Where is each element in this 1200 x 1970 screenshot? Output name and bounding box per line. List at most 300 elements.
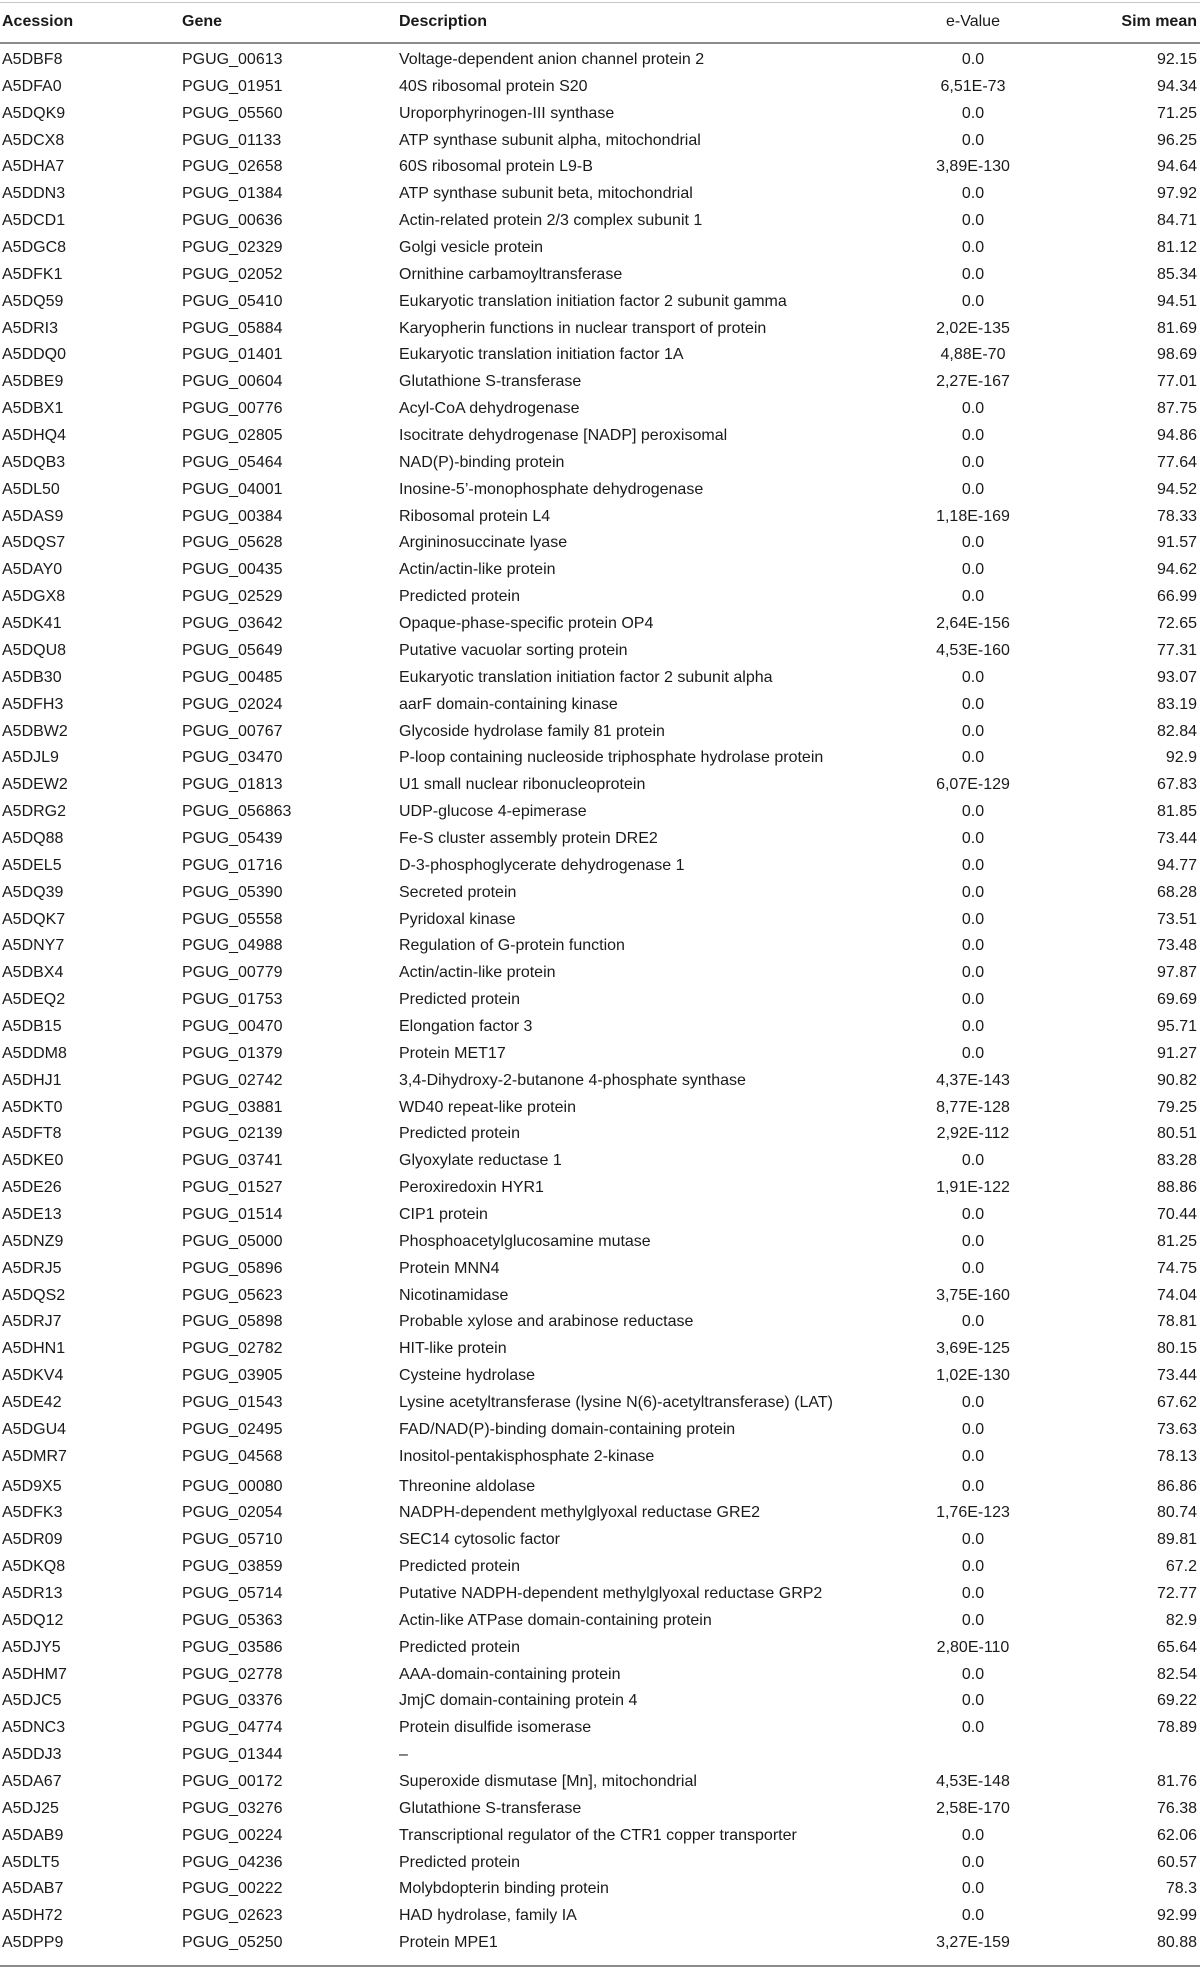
cell-gene: PGUG_02052 <box>182 265 283 283</box>
cell-sim-mean: 87.75 <box>1156 400 1197 418</box>
cell-accession: A5DA67 <box>2 1773 62 1791</box>
cell-sim-mean: 94.52 <box>1156 480 1197 498</box>
cell-accession: A5DEL5 <box>2 856 62 874</box>
cell-sim-mean: 91.27 <box>1156 1044 1197 1062</box>
table-row: A5DAY0 PGUG_00435 Actin/actin-like protein 0.0 94.62 <box>0 557 1200 584</box>
cell-gene: PGUG_05714 <box>182 1585 283 1603</box>
table-row: A5DA67 PGUG_00172 Superoxide dismutase [Mn], mitochondrial 4,53E-148 81.76 <box>0 1769 1200 1796</box>
cell-gene: PGUG_04236 <box>182 1853 283 1871</box>
cell-accession: A5DQU8 <box>2 641 67 659</box>
cell-sim-mean: 76.38 <box>1156 1799 1197 1817</box>
table-row: A5DQS7 PGUG_05628 Argininosuccinate lyase 0.0 91.57 <box>0 530 1200 557</box>
cell-description: Eukaryotic translation initiation factor 2 subunit alpha <box>399 668 773 686</box>
cell-accession: A5DHA7 <box>2 158 65 176</box>
table-row <box>0 1742 1200 1769</box>
cell-gene: PGUG_00604 <box>182 373 283 391</box>
cell-accession: A5DCX8 <box>2 131 65 149</box>
table-row: A5DRI3 PGUG_05884 Karyopherin functions in nuclear transport of protein 2,02E-135 81.69 <box>0 316 1200 343</box>
cell-accession: A5DMR7 <box>2 1447 67 1465</box>
cell-description: Isocitrate dehydrogenase [NADP] peroxisomal <box>399 427 728 445</box>
cell-sim-mean: 66.99 <box>1156 588 1197 606</box>
table-row: A5DBF8 PGUG_00613 Voltage-dependent anion channel protein 2 0.0 92.15 <box>0 47 1200 74</box>
cell-description: Actin-like ATPase domain-containing protein <box>399 1611 712 1629</box>
cell-accession: A5DGU4 <box>2 1420 67 1438</box>
cell-gene: PGUG_02742 <box>182 1071 283 1089</box>
table-row: A5DJC5 PGUG_03376 JmjC domain-containing protein 4 0.0 69.22 <box>0 1688 1200 1715</box>
cell-accession: A5DKQ8 <box>2 1558 66 1576</box>
table-row: A5DJL9 PGUG_03470 P-loop containing nucleoside triphosphate hydrolase protein 0.0 92.9 <box>0 745 1200 772</box>
cell-description: Superoxide dismutase [Mn], mitochondrial <box>399 1773 697 1791</box>
table-header-row: Acession Gene Description e-Value Sim mean <box>0 8 1200 36</box>
cell-gene: PGUG_02658 <box>182 158 283 176</box>
cell-description: Predicted protein <box>399 1558 520 1576</box>
cell-description: 60S ribosomal protein L9-B <box>399 158 593 176</box>
cell-gene: PGUG_03881 <box>182 1098 283 1116</box>
table-row: A5DQS2 PGUG_05623 Nicotinamidase 3,75E-160 74.04 <box>0 1283 1200 1310</box>
cell-gene: PGUG_01384 <box>182 185 283 203</box>
cell-sim-mean: 73.44 <box>1156 1367 1197 1385</box>
cell-sim-mean: 68.28 <box>1156 883 1197 901</box>
cell-description: Predicted protein <box>399 1853 520 1871</box>
cell-description: Regulation of G-protein function <box>399 937 625 955</box>
cell-description: D-3-phosphoglycerate dehydrogenase 1 <box>399 856 685 874</box>
cell-description: Predicted protein <box>399 588 520 606</box>
cell-gene: PGUG_03741 <box>182 1152 283 1170</box>
cell-accession: A5DGX8 <box>2 588 66 606</box>
table-row: A5DDM8 PGUG_01379 Protein MET17 0.0 91.27 <box>0 1041 1200 1068</box>
cell-gene: PGUG_05560 <box>182 104 283 122</box>
cell-sim-mean: 73.51 <box>1156 910 1197 928</box>
table-row: A5DE26 PGUG_01527 Peroxiredoxin HYR1 1,91E-122 88.86 <box>0 1175 1200 1202</box>
table-row: A5DNC3 PGUG_04774 Protein disulfide isomerase 0.0 78.89 <box>0 1715 1200 1742</box>
table-row: A5DB15 PGUG_00470 Elongation factor 3 0.0 95.71 <box>0 1014 1200 1041</box>
cell-accession: A5DQ88 <box>2 829 64 847</box>
cell-gene: PGUG_02139 <box>182 1125 283 1143</box>
table-row: A5DFH3 PGUG_02024 aarF domain-containing kinase 0.0 83.19 <box>0 692 1200 719</box>
cell-gene: PGUG_01344 <box>182 1746 283 1764</box>
cell-accession: A5DRG2 <box>2 803 67 821</box>
cell-sim-mean: 86.86 <box>1156 1477 1197 1495</box>
cell-sim-mean: 97.87 <box>1156 964 1197 982</box>
table-row: A5DBW2 PGUG_00767 Glycoside hydrolase family 81 protein 0.0 82.84 <box>0 719 1200 746</box>
cell-gene: PGUG_00613 <box>182 51 283 68</box>
cell-gene: PGUG_04774 <box>182 1719 283 1737</box>
cell-accession: A5DB15 <box>2 1017 62 1035</box>
cell-sim-mean: 96.25 <box>1156 131 1197 149</box>
cell-description: SEC14 cytosolic factor <box>399 1531 560 1549</box>
cell-gene: PGUG_01716 <box>182 856 283 874</box>
cell-accession: A5DRI3 <box>2 319 59 337</box>
cell-sim-mean: 78.13 <box>1156 1447 1197 1465</box>
cell-gene: PGUG_01514 <box>182 1205 283 1223</box>
cell-sim-mean: 62.06 <box>1156 1826 1197 1844</box>
cell-description: Glycoside hydrolase family 81 protein <box>399 722 665 740</box>
cell-accession: A5DQK9 <box>2 104 66 122</box>
cell-sim-mean: 80.88 <box>1156 1934 1197 1952</box>
cell-description: Ribosomal protein L4 <box>399 507 551 525</box>
cell-description: Eukaryotic translation initiation factor 1A <box>399 346 684 364</box>
cell-sim-mean: 81.76 <box>1156 1773 1197 1791</box>
cell-accession: A5DB30 <box>2 668 62 686</box>
cell-accession: A5DE13 <box>2 1205 62 1223</box>
cell-gene: PGUG_01543 <box>182 1394 283 1411</box>
table-row: A5DEW2 PGUG_01813 U1 small nuclear ribonucleoprotein 6,07E-129 67.83 <box>0 772 1200 799</box>
cell-gene: PGUG_05884 <box>182 319 283 337</box>
cell-sim-mean: 72.65 <box>1156 615 1197 633</box>
cell-sim-mean: 65.64 <box>1156 1638 1197 1656</box>
cell-accession: A5DQ12 <box>2 1611 64 1629</box>
cell-accession: A5DHN1 <box>2 1340 66 1358</box>
table-row: A5DDN3 PGUG_01384 ATP synthase subunit beta, mitochondrial 0.0 97.92 <box>0 181 1200 208</box>
cell-description: Putative vacuolar sorting protein <box>399 641 628 659</box>
header-description: Description <box>399 13 488 30</box>
cell-description: Pyridoxal kinase <box>399 910 516 928</box>
cell-description: Glutathione S-transferase <box>399 1799 582 1817</box>
cell-sim-mean: 94.86 <box>1156 427 1197 445</box>
table-row: A5DAS9 PGUG_00384 Ribosomal protein L4 1,18E-169 78.33 <box>0 504 1200 531</box>
cell-accession: A5DQ59 <box>2 292 64 310</box>
table-row: A5DBE9 PGUG_00604 Glutathione S-transferase 2,27E-167 77.01 <box>0 369 1200 396</box>
cell-description: UDP-glucose 4-epimerase <box>399 803 587 821</box>
cell-sim-mean: 73.44 <box>1156 829 1197 847</box>
cell-gene: PGUG_00485 <box>182 668 283 686</box>
table-row: A5DHN1 PGUG_02782 HIT-like protein 3,69E-125 80.15 <box>0 1336 1200 1363</box>
cell-accession: A5DPP9 <box>2 1934 64 1952</box>
cell-sim-mean: 67.2 <box>1165 1558 1197 1576</box>
cell-description: Karyopherin functions in nuclear transport of protein <box>399 319 767 337</box>
cell-accession: A5DKE0 <box>2 1152 64 1170</box>
cell-sim-mean: 78.33 <box>1156 507 1197 525</box>
cell-accession: A5DKV4 <box>2 1367 64 1385</box>
cell-accession: A5DBX4 <box>2 964 64 982</box>
cell-description: Nicotinamidase <box>399 1286 509 1304</box>
cell-gene: PGUG_00776 <box>182 400 283 418</box>
table-row: A5DL50 PGUG_04001 Inosine-5’-monophosphate dehydrogenase 0.0 94.52 <box>0 477 1200 504</box>
table-row: A5DRJ7 PGUG_05898 Probable xylose and arabinose reductase 0.0 78.81 <box>0 1309 1200 1336</box>
cell-sim-mean: 94.51 <box>1156 292 1197 310</box>
cell-sim-mean: 81.12 <box>1156 239 1197 257</box>
cell-description: Predicted protein <box>399 991 520 1009</box>
table-row: A5DKQ8 PGUG_03859 Predicted protein 0.0 67.2 <box>0 1554 1200 1581</box>
cell-sim-mean: 85.34 <box>1156 265 1197 283</box>
cell-accession: A5DAB9 <box>2 1826 64 1844</box>
cell-sim-mean: 67.62 <box>1156 1394 1197 1411</box>
header-rule <box>0 42 1200 44</box>
table-row: A5DGX8 PGUG_02529 Predicted protein 0.0 66.99 <box>0 584 1200 611</box>
cell-sim-mean: 83.28 <box>1156 1152 1197 1170</box>
cell-accession: A5DFA0 <box>2 77 62 95</box>
cell-description: Molybdopterin binding protein <box>399 1880 609 1898</box>
cell-description: JmjC domain-containing protein 4 <box>399 1692 638 1710</box>
cell-sim-mean: 94.64 <box>1156 158 1197 176</box>
cell-sim-mean: 84.71 <box>1156 212 1197 230</box>
table-row: A5DK41 PGUG_03642 Opaque-phase-specific protein OP4 2,64E-156 72.65 <box>0 611 1200 638</box>
cell-accession: A5DBW2 <box>2 722 68 740</box>
cell-accession: A5DNC3 <box>2 1719 66 1737</box>
cell-sim-mean: 73.63 <box>1156 1420 1197 1438</box>
table-row: A5DQK9 PGUG_05560 Uroporphyrinogen-III synthase 0.0 71.25 <box>0 101 1200 128</box>
cell-gene: PGUG_02329 <box>182 239 283 257</box>
cell-description: – <box>399 1746 408 1764</box>
table-row: A5DR13 PGUG_05714 Putative NADPH-dependent methylglyoxal reductase GRP2 0.0 72.77 <box>0 1581 1200 1608</box>
table-row: A5DNY7 PGUG_04988 Regulation of G-protein function 0.0 73.48 <box>0 933 1200 960</box>
cell-gene: PGUG_056863 <box>182 803 292 821</box>
cell-sim-mean: 78.3 <box>1165 1880 1197 1898</box>
cell-gene: PGUG_00224 <box>182 1826 283 1844</box>
cell-accession: A5DFT8 <box>2 1125 62 1143</box>
cell-accession: A5DQ39 <box>2 883 64 901</box>
table-row: A5DQK7 PGUG_05558 Pyridoxal kinase 0.0 73.51 <box>0 907 1200 934</box>
cell-description: 40S ribosomal protein S20 <box>399 77 588 95</box>
cell-gene: PGUG_03586 <box>182 1638 283 1656</box>
cell-gene: PGUG_00435 <box>182 561 283 579</box>
cell-description: Opaque-phase-specific protein OP4 <box>399 615 654 633</box>
cell-description: Elongation factor 3 <box>399 1017 533 1035</box>
table-row: A5DCX8 PGUG_01133 ATP synthase subunit alpha, mitochondrial 0.0 96.25 <box>0 128 1200 155</box>
cell-gene: PGUG_04568 <box>182 1447 283 1465</box>
table-row: A5DHM7 PGUG_02778 AAA-domain-containing protein 0.0 82.54 <box>0 1662 1200 1689</box>
cell-accession: A5DJ25 <box>2 1799 59 1817</box>
cell-accession: A5DQK7 <box>2 910 66 928</box>
cell-gene: PGUG_01133 <box>182 131 282 149</box>
cell-description: Actin/actin-like protein <box>399 964 556 982</box>
cell-gene: PGUG_02054 <box>182 1504 283 1522</box>
cell-accession: A5DFH3 <box>2 695 64 713</box>
cell-description: Transcriptional regulator of the CTR1 copper transporter <box>399 1826 797 1844</box>
cell-description: Peroxiredoxin HYR1 <box>399 1179 544 1197</box>
table-row: A5DRJ5 PGUG_05896 Protein MNN4 0.0 74.75 <box>0 1256 1200 1283</box>
cell-accession: A5DAB7 <box>2 1880 64 1898</box>
cell-gene: PGUG_05710 <box>182 1531 283 1549</box>
cell-accession: A5DDJ3 <box>2 1746 62 1764</box>
cell-sim-mean: 72.77 <box>1156 1585 1197 1603</box>
cell-sim-mean: 92.9 <box>1165 749 1197 767</box>
cell-description: NAD(P)-binding protein <box>399 453 565 471</box>
cell-accession: A5DDQ0 <box>2 346 67 364</box>
cell-accession: A5DH72 <box>2 1907 63 1925</box>
cell-gene: PGUG_05464 <box>182 453 283 471</box>
cell-sim-mean: 74.04 <box>1156 1286 1197 1304</box>
table-row: A5DGC8 PGUG_02329 Golgi vesicle protein 0.0 81.12 <box>0 235 1200 262</box>
cell-description: CIP1 protein <box>399 1205 488 1223</box>
cell-accession: A5DNZ9 <box>2 1232 64 1250</box>
cell-gene: PGUG_05410 <box>182 292 283 310</box>
cell-gene: PGUG_00222 <box>182 1880 283 1898</box>
cell-gene: PGUG_03642 <box>182 615 283 633</box>
cell-gene: PGUG_02782 <box>182 1340 283 1358</box>
cell-accession: A5DQB3 <box>2 453 66 471</box>
cell-sim-mean: 93.07 <box>1156 668 1197 686</box>
table-row: A5DJY5 PGUG_03586 Predicted protein 2,80E-110 65.64 <box>0 1635 1200 1662</box>
cell-description: Phosphoacetylglucosamine mutase <box>399 1232 651 1250</box>
cell-gene: PGUG_03470 <box>182 749 283 767</box>
cell-accession: A5DR09 <box>2 1531 63 1549</box>
cell-gene: PGUG_05000 <box>182 1232 283 1250</box>
cell-description: Protein MET17 <box>399 1044 506 1062</box>
cell-sim-mean: 73.48 <box>1156 937 1197 955</box>
table-row: A5DBX4 PGUG_00779 Actin/actin-like protein 0.0 97.87 <box>0 960 1200 987</box>
cell-sim-mean: 92.99 <box>1156 1907 1197 1925</box>
cell-accession: A5DBF8 <box>2 51 63 68</box>
cell-sim-mean: 89.81 <box>1156 1531 1197 1549</box>
cell-description: U1 small nuclear ribonucleoprotein <box>399 776 646 794</box>
table-row: A5DQ39 PGUG_05390 Secreted protein 0.0 68.28 <box>0 880 1200 907</box>
cell-gene: PGUG_00767 <box>182 722 283 740</box>
cell-accession: A5DJY5 <box>2 1638 61 1656</box>
cell-gene: PGUG_05649 <box>182 641 283 659</box>
cell-sim-mean: 81.85 <box>1156 803 1197 821</box>
cell-gene: PGUG_05363 <box>182 1611 283 1629</box>
table-row: A5DQ88 PGUG_05439 Fe-S cluster assembly protein DRE2 0.0 73.44 <box>0 826 1200 853</box>
cell-sim-mean: 74.75 <box>1156 1259 1197 1277</box>
table-row: A5DQB3 PGUG_05464 NAD(P)-binding protein 0.0 77.64 <box>0 450 1200 477</box>
table-row: A5DMR7 PGUG_04568 Inositol-pentakisphosphate 2-kinase 0.0 78.13 <box>0 1444 1200 1471</box>
cell-sim-mean: 77.64 <box>1156 453 1197 471</box>
cell-accession: A5DLT5 <box>2 1853 60 1871</box>
table-row: A5DQ59 PGUG_05410 Eukaryotic translation initiation factor 2 subunit gamma 0.0 94.51 <box>0 289 1200 316</box>
cell-description: Probable xylose and arabinose reductase <box>399 1313 694 1331</box>
cell-description: Secreted protein <box>399 883 517 901</box>
cell-accession: A5DGC8 <box>2 239 67 257</box>
table-row: A5DFT8 PGUG_02139 Predicted protein 2,92E-112 80.51 <box>0 1121 1200 1148</box>
cell-sim-mean: 77.01 <box>1156 373 1197 391</box>
cell-sim-mean: 80.74 <box>1156 1504 1197 1522</box>
table-row: A5DNZ9 PGUG_05000 Phosphoacetylglucosamine mutase 0.0 81.25 <box>0 1229 1200 1256</box>
cell-gene: PGUG_05896 <box>182 1259 283 1277</box>
cell-sim-mean: 83.19 <box>1156 695 1197 713</box>
cell-sim-mean: 70.44 <box>1156 1205 1197 1223</box>
table-row: A5DGU4 PGUG_02495 FAD/NAD(P)-binding domain-containing protein 0.0 73.63 <box>0 1417 1200 1444</box>
cell-description: Putative NADPH-dependent methylglyoxal reductase GRP2 <box>399 1585 823 1603</box>
cell-accession: A5DK41 <box>2 615 62 633</box>
table-row: A5DFA0 PGUG_01951 40S ribosomal protein S20 6,51E-73 94.34 <box>0 74 1200 101</box>
cell-description: WD40 repeat-like protein <box>399 1098 576 1116</box>
cell-description: Glutathione S-transferase <box>399 373 582 391</box>
cell-accession: A5DHJ1 <box>2 1071 62 1089</box>
cell-description: Ornithine carbamoyltransferase <box>399 265 623 283</box>
cell-description: NADPH-dependent methylglyoxal reductase GRE2 <box>399 1504 761 1522</box>
cell-accession: A5DEW2 <box>2 776 68 794</box>
table-row: A5DR09 PGUG_05710 SEC14 cytosolic factor 0.0 89.81 <box>0 1527 1200 1554</box>
cell-sim-mean: 88.86 <box>1156 1179 1197 1197</box>
cell-accession: A5DE42 <box>2 1394 62 1411</box>
table-row: A5DKT0 PGUG_03881 WD40 repeat-like protein 8,77E-128 79.25 <box>0 1095 1200 1122</box>
cell-accession: A5DJL9 <box>2 749 59 767</box>
table-row: A5DH72 PGUG_02623 HAD hydrolase, family IA 0.0 92.99 <box>0 1903 1200 1930</box>
cell-gene: PGUG_03376 <box>182 1692 283 1710</box>
cell-description: Lysine acetyltransferase (lysine N(6)-acetyltransferase) (LAT) <box>399 1394 833 1411</box>
cell-gene: PGUG_01379 <box>182 1044 283 1062</box>
table-row: A5DQU8 PGUG_05649 Putative vacuolar sorting protein 4,53E-160 77.31 <box>0 638 1200 665</box>
table-row: A5D9X5 PGUG_00080 Threonine aldolase 0.0 86.86 <box>0 1474 1200 1501</box>
cell-gene: PGUG_01813 <box>182 776 283 794</box>
cell-accession: A5DBE9 <box>2 373 64 391</box>
table-row: A5DE42 PGUG_01543 Lysine acetyltransferase (lysine N(6)-acetyltransferase) (LAT) 0.0 67.62 <box>0 1390 1200 1417</box>
cell-description: Fe-S cluster assembly protein DRE2 <box>399 829 658 847</box>
cell-description: P-loop containing nucleoside triphosphate hydrolase protein <box>399 749 824 767</box>
cell-accession: A5DHM7 <box>2 1665 67 1683</box>
cell-description: aarF domain-containing kinase <box>399 695 618 713</box>
cell-accession: A5DAY0 <box>2 561 63 579</box>
cell-description: Argininosuccinate lyase <box>399 534 568 552</box>
cell-accession: A5DJC5 <box>2 1692 62 1710</box>
cell-accession: A5DQS2 <box>2 1286 66 1304</box>
cell-sim-mean: 80.15 <box>1156 1340 1197 1358</box>
cell-gene: PGUG_00172 <box>182 1773 283 1791</box>
cell-sim-mean: 90.82 <box>1156 1071 1197 1089</box>
cell-description: Glyoxylate reductase 1 <box>399 1152 562 1170</box>
cell-description: Actin/actin-like protein <box>399 561 556 579</box>
table-row: A5DFK3 PGUG_02054 NADPH-dependent methylglyoxal reductase GRE2 1,76E-123 80.74 <box>0 1500 1200 1527</box>
cell-accession: A5DBX1 <box>2 400 64 418</box>
cell-description: Voltage-dependent anion channel protein 2 <box>399 51 705 68</box>
cell-accession: A5D9X5 <box>2 1477 62 1495</box>
cell-sim-mean: 60.57 <box>1156 1853 1197 1871</box>
cell-accession: A5DNY7 <box>2 937 65 955</box>
cell-gene: PGUG_02024 <box>182 695 283 713</box>
cell-accession: A5DEQ2 <box>2 991 66 1009</box>
cell-accession: A5DE26 <box>2 1179 62 1197</box>
cell-gene: PGUG_05558 <box>182 910 283 928</box>
cell-sim-mean: 71.25 <box>1156 104 1197 122</box>
cell-description: FAD/NAD(P)-binding domain-containing protein <box>399 1420 736 1438</box>
cell-gene: PGUG_05390 <box>182 883 283 901</box>
cell-sim-mean: 79.25 <box>1156 1098 1197 1116</box>
cell-accession: A5DDM8 <box>2 1044 67 1062</box>
cell-description: HAD hydrolase, family IA <box>399 1907 577 1925</box>
cell-sim-mean: 82.9 <box>1165 1611 1197 1629</box>
cell-gene: PGUG_05898 <box>182 1313 283 1331</box>
cell-sim-mean: 82.84 <box>1156 722 1197 740</box>
cell-gene: PGUG_00779 <box>182 964 283 982</box>
cell-description: ATP synthase subunit alpha, mitochondrial <box>399 131 701 149</box>
cell-sim-mean: 77.31 <box>1156 641 1197 659</box>
cell-accession: A5DQS7 <box>2 534 66 552</box>
header-sim-mean: Sim mean <box>1121 13 1197 30</box>
cell-gene: PGUG_05250 <box>182 1934 283 1952</box>
cell-gene: PGUG_02495 <box>182 1420 283 1438</box>
cell-gene: PGUG_03905 <box>182 1367 283 1385</box>
table-row: A5DRG2 PGUG_056863 UDP-glucose 4-epimerase 0.0 81.85 <box>0 799 1200 826</box>
table-row: A5DCD1 PGUG_00636 Actin-related protein 2/3 complex subunit 1 0.0 84.71 <box>0 208 1200 235</box>
cell-accession: A5DHQ4 <box>2 427 67 445</box>
cell-sim-mean: 78.81 <box>1156 1313 1197 1331</box>
cell-accession: A5DFK1 <box>2 265 63 283</box>
cell-description: Eukaryotic translation initiation factor 2 subunit gamma <box>399 292 787 310</box>
cell-gene: PGUG_00470 <box>182 1017 283 1035</box>
cell-gene: PGUG_05628 <box>182 534 283 552</box>
cell-sim-mean: 98.69 <box>1156 346 1197 364</box>
cell-description: Inositol-pentakisphosphate 2-kinase <box>399 1447 655 1465</box>
table-row: A5DKE0 PGUG_03741 Glyoxylate reductase 1 0.0 83.28 <box>0 1148 1200 1175</box>
cell-sim-mean: 67.83 <box>1156 776 1197 794</box>
table-row: A5DQ12 PGUG_05363 Actin-like ATPase domain-containing protein 0.0 82.9 <box>0 1608 1200 1635</box>
cell-sim-mean: 69.22 <box>1156 1692 1197 1710</box>
table-row: A5DBX1 PGUG_00776 Acyl-CoA dehydrogenase 0.0 87.75 <box>0 396 1200 423</box>
cell-description: Acyl-CoA dehydrogenase <box>399 400 580 418</box>
cell-accession: A5DRJ7 <box>2 1313 62 1331</box>
cell-description: Predicted protein <box>399 1125 520 1143</box>
cell-gene: PGUG_01951 <box>182 77 283 95</box>
cell-gene: PGUG_01753 <box>182 991 283 1009</box>
cell-accession: A5DL50 <box>2 480 60 498</box>
cell-accession: A5DRJ5 <box>2 1259 62 1277</box>
cell-gene: PGUG_01527 <box>182 1179 283 1197</box>
table-row: A5DAB7 PGUG_00222 Molybdopterin binding protein 0.0 78.3 <box>0 1876 1200 1903</box>
cell-gene: PGUG_02778 <box>182 1665 283 1683</box>
header-accession: Acession <box>2 13 74 30</box>
cell-sim-mean: 97.92 <box>1156 185 1197 203</box>
